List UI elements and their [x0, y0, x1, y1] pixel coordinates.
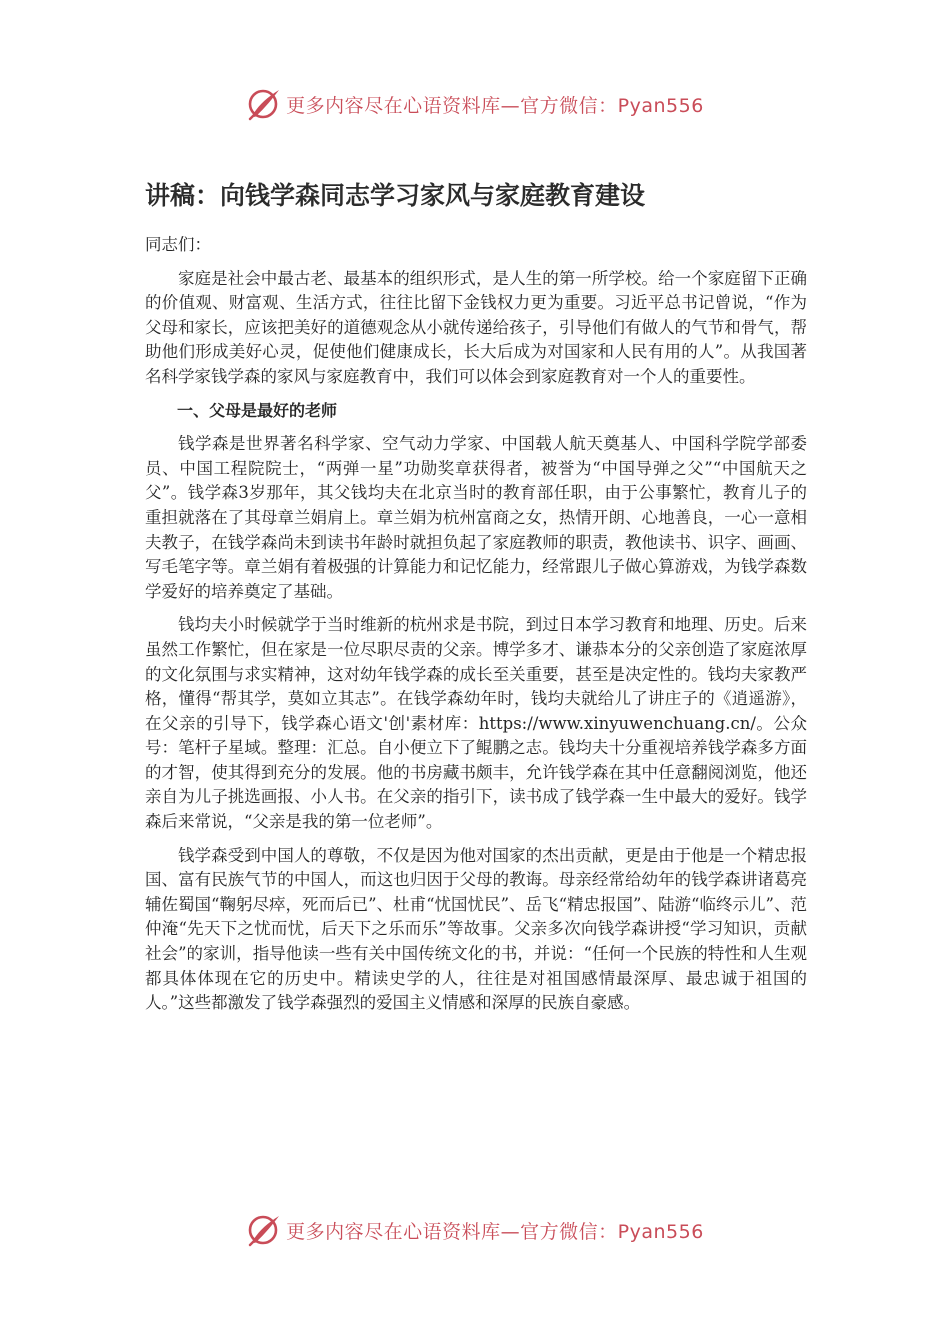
footer-banner: [0, 1208, 950, 1252]
paragraph-body: 钱学森是世界著名科学家、空气动力学家、中国载人航天奠基人、中国科学院学部委员、中国工程院院士，“两弹一星”功勋奖章获得者，被誉为“中国导弹之父”“中国航天之父”。钱学森3岁那年，其父钱均夫在北京当时的教育部任职，由于公事繁忙，教育儿子的重担就落在了其母章兰娟肩上。章兰娟为杭州富商之女，热情开朗、心地善良，一心一意相夫教子，在钱学森尚未到读书年龄时就担负起了家庭教师的职责，教他读书、识字、画画、写毛笔字等。章兰娟有着极强的计算能力和记忆能力，经常跟儿子做心算游戏，为钱学森数学爱好的培养奠定了基础。: [145, 434, 807, 601]
document-body: [145, 233, 807, 1025]
paragraph-body: 钱学森受到中国人的尊敬，不仅是因为他对国家的杰出贡献，更是由于他是一个精忠报国、富有民族气节的中国人，而这也归因于父母的教诲。母亲经常给幼年的钱学森讲诸葛亮辅佐蜀国“鞠躬尽瘁，死而后已”、杜甫“忧国忧民”、岳飞“精忠报国”、陆游“临终示儿”、范仲淹“先天下之忧而忧，后天下之乐而乐”等故事。父亲多次向钱学森讲授“学习知识，贡献社会”的家训，指导他读一些有关中国传统文化的书，并说：“任何一个民族的特性和人生观都具体体现在它的历史中。精读史学的人，往往是对祖国感情最深厚、最忠诚于祖国的人。”这些都激发了钱学森强烈的爱国主义情感和深厚的民族自豪感。: [145, 845, 807, 1013]
paragraph-intro: 家庭是社会中最古老、最基本的组织形式，是人生的第一所学校。给一个家庭留下正确的价值观、财富观、生活方式，往往比留下金钱权力更为重要。习近平总书记曾说，“作为父母和家长，应该把美好的道德观念从小就传递给孩子，引导他们有做人的气节和骨气，帮助他们形成美好心灵，促使他们健康成长，长大后成为对国家和人民有用的人”。从我国著名科学家钱学森的家风与家庭教育中，我们可以体会到家庭教育对一个人的重要性。: [145, 268, 807, 386]
brush-logo-icon: [246, 86, 282, 122]
brush-logo-icon: [246, 1212, 282, 1248]
paragraph-body: 钱均夫小时候就学于当时维新的杭州求是书院，到过日本学习教育和地理、历史。后来虽然工作繁忙，但在家是一位尽职尽责的父亲。博学多才、谦恭本分的父亲创造了家庭浓厚的文化氛围与求实精神，这对幼年钱学森的成长至关重要，甚至是决定性的。钱均夫家教严格，懂得“帮其学，莫如立其志”。在钱学森幼年时，钱均夫就给儿了讲庄子的《逍遥游》，在父亲的引导下，钱学森心语文'创'素材库：https://www.xinyuwenchuang.cn/。公众号：笔杆子星域。整理：汇总。自小便立下了鲲鹏之志。钱均夫十分重视培养钱学森多方面的才智，使其得到充分的发展。他的书房藏书颇丰，允许钱学森在其中任意翻阅浏览，他还亲自为儿子挑选画报、小人书。在父亲的指引下，读书成了钱学森一生中最大的爱好。钱学森后来常说，“父亲是我的第一位老师”。: [145, 615, 807, 832]
greeting: 同志们：: [145, 235, 211, 254]
header-banner-text: 更多内容尽在心语资料库—官方微信：Pyan556: [286, 94, 704, 117]
footer-banner-text: 更多内容尽在心语资料库—官方微信：Pyan556: [286, 1220, 704, 1243]
header-banner: [0, 82, 950, 126]
document-title: 讲稿：向钱学森同志学习家风与家庭教育建设: [145, 181, 646, 210]
section-heading: 一、父母是最好的老师: [177, 400, 338, 420]
